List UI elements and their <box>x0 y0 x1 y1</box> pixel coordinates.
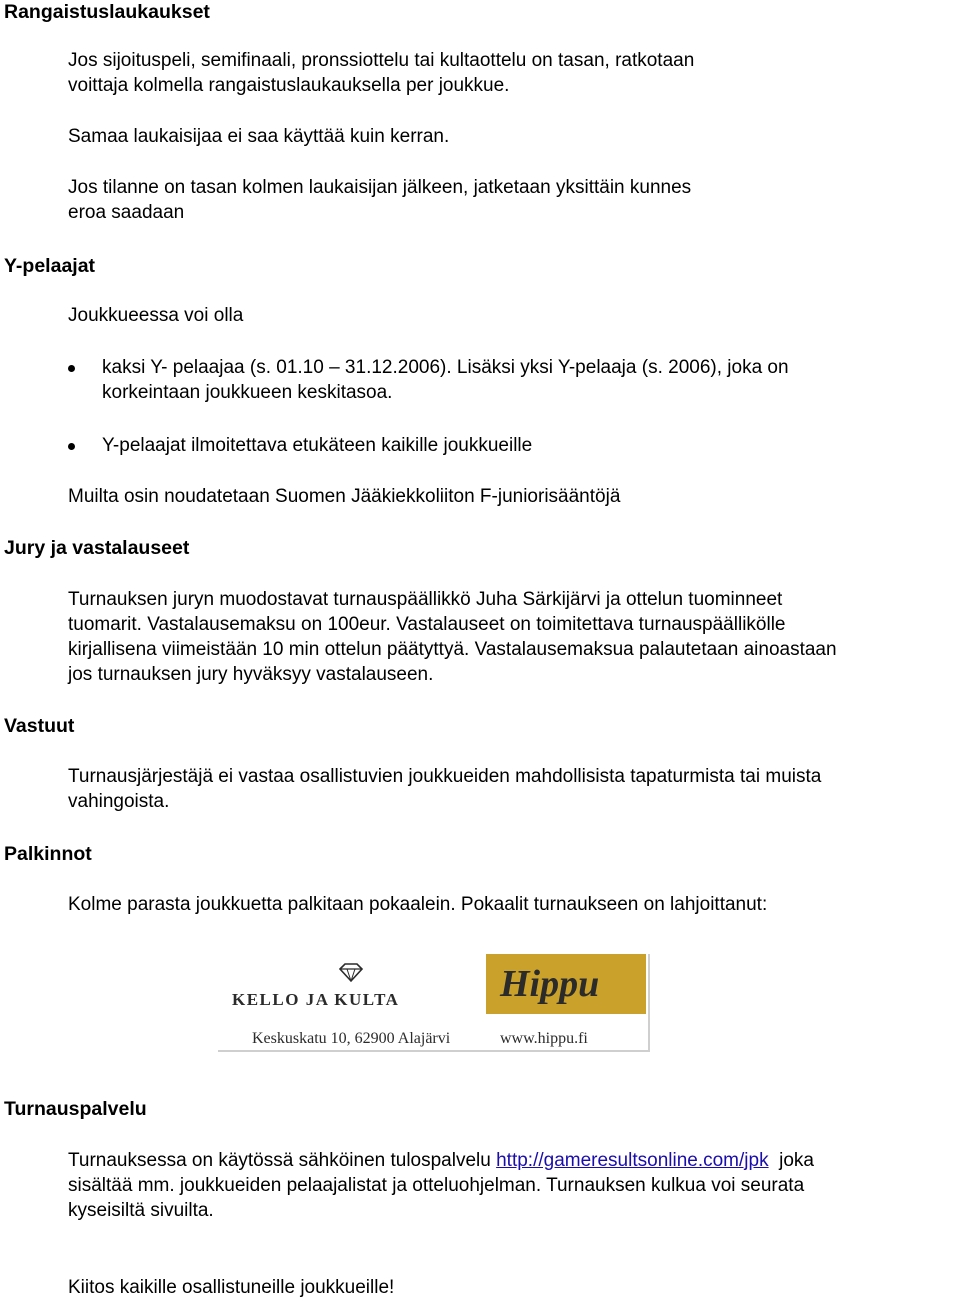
paragraph-jury-line1: Turnauksen juryn muodostavat turnauspäällikkö Juha Särkijärvi ja ottelun tuominneet <box>68 589 783 610</box>
heading-jury: Jury ja vastalauseet <box>4 537 190 559</box>
results-text-pre: Turnauksessa on käytössä sähköinen tulospalvelu <box>68 1150 497 1171</box>
paragraph-jury-line4: jos turnauksen jury hyväksyy vastalauseen. <box>68 664 434 685</box>
logo-address: Keskuskatu 10, 62900 Alajärvi <box>252 1030 451 1047</box>
logo-brand-left: KELLO JA KULTA <box>232 990 400 1009</box>
bullet-icon <box>68 443 75 450</box>
heading-palkinnot: Palkinnot <box>4 843 92 865</box>
list-item-y-players-line1: kaksi Y- pelaajaa (s. 01.10 – 31.12.2006). Lisäksi yksi Y-pelaaja (s. 2006), joka on <box>102 357 789 378</box>
paragraph-other-rules: Muilta osin noudatetaan Suomen Jääkiekkoliiton F-juniorisääntöjä <box>68 486 621 507</box>
paragraph-tie-rule-line1: Jos sijoituspeli, semifinaali, pronssiottelu tai kultaottelu on tasan, ratkotaan <box>68 50 695 71</box>
paragraph-same-shooter: Samaa laukaisijaa ei saa käyttää kuin kerran. <box>68 126 450 147</box>
heading-turnauspalvelu: Turnauspalvelu <box>4 1098 147 1120</box>
logo-brand-right: Hippu <box>500 963 600 1005</box>
list-item-y-players-line2: korkeintaan joukkueen keskitasoa. <box>102 382 393 403</box>
paragraph-liability-line1: Turnausjärjestäjä ei vastaa osallistuvien joukkueiden mahdollisista tapaturmista tai muista <box>68 766 822 787</box>
paragraph-sudden-death-line1: Jos tilanne on tasan kolmen laukaisijan jälkeen, jatketaan yksittäin kunnes <box>68 177 692 198</box>
paragraph-thanks: Kiitos kaikille osallistuneille joukkueille! <box>68 1277 395 1298</box>
heading-rangaistuslaukaukset: Rangaistuslaukaukset <box>4 1 210 23</box>
bullet-icon <box>68 365 75 372</box>
diamond-icon <box>340 964 362 981</box>
paragraph-liability-line2: vahingoista. <box>68 791 170 812</box>
sponsor-logo <box>218 954 650 1052</box>
results-text-post: joka <box>768 1150 814 1171</box>
heading-y-pelaajat: Y-pelaajat <box>4 255 96 277</box>
paragraph-tie-rule-line2: voittaja kolmella rangaistuslaukauksella per joukkue. <box>68 75 510 96</box>
paragraph-results-line2: sisältää mm. joukkueiden pelaajalistat ja otteluohjelman. Turnauksen kulkua voi seurata <box>68 1175 805 1196</box>
paragraph-sudden-death-line2: eroa saadaan <box>68 202 185 223</box>
paragraph-jury-line3: kirjallisena viimeistään 10 min ottelun päätyttyä. Vastalausemaksua palautetaan ainoastaan <box>68 639 837 660</box>
paragraph-jury-line2: tuomarit. Vastalausemaksu on 100eur. Vastalauseet on toimitettava turnauspäällikölle <box>68 614 786 635</box>
paragraph-results-line1 <box>68 1148 814 1174</box>
list-item-y-players-notice: Y-pelaajat ilmoitettava etukäteen kaikille joukkueille <box>102 435 533 456</box>
logo-website: www.hippu.fi <box>500 1030 588 1047</box>
heading-vastuut: Vastuut <box>4 715 75 737</box>
results-service-link[interactable]: http://gameresultsonline.com/jpk <box>496 1150 769 1171</box>
paragraph-results-line3: kyseisiltä sivuilta. <box>68 1200 214 1221</box>
paragraph-prizes: Kolme parasta joukkuetta palkitaan pokaalein. Pokaalit turnaukseen on lahjoittanut: <box>68 894 768 915</box>
paragraph-team-may-have: Joukkueessa voi olla <box>68 305 244 326</box>
